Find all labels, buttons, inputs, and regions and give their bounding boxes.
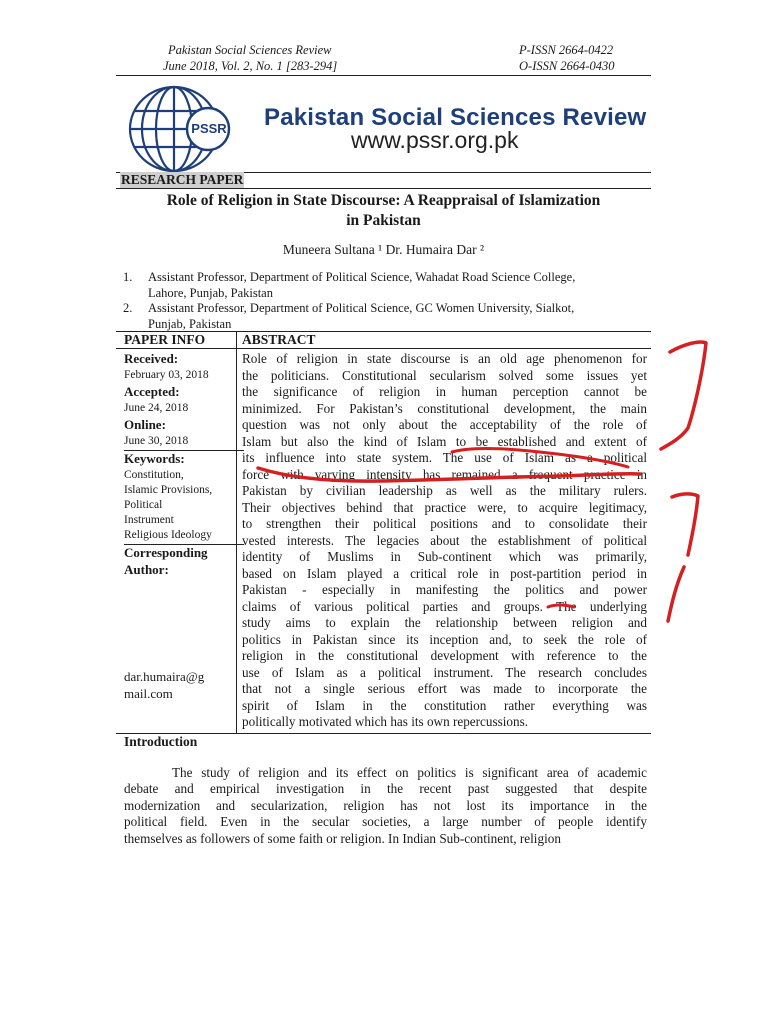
paper-title-line2: in Pakistan [346,212,421,229]
affiliation-1-num: 1. [123,270,133,284]
abstract-line: that not a single serious effort was made to incorporate the [242,681,647,696]
abstract-line: minimized. For Pakistan’s constitutional development, the main [242,400,647,416]
introduction-line: political field. Even in the secular societies, a large number of people identify [124,814,647,830]
affiliation-2-line2: Punjab, Pakistan [148,317,232,331]
introduction-line: modernization and secularization, religion has not lost its importance in the [124,797,647,813]
annotation-underline-1 [452,449,628,468]
abstract-line: its influence into state system. The use of Islam as a political [242,450,647,465]
abstract-line: claims of various political parties and groups. The underlying [242,598,647,614]
pissn: P-ISSN 2664-0422 [519,43,614,57]
received-date: February 03, 2018 [124,369,209,381]
keyword: Constitution, [124,469,184,481]
introduction-heading: Introduction [124,734,198,749]
abstract-line: religion in the constitutional development with reference to the [242,648,647,663]
introduction-line: debate and empirical investigation in the recent past suggested that despite [124,781,647,797]
keywords-label: Keywords: [124,451,185,466]
abstract-line: Their objectives behind that practice were, to acquire legitimacy, [242,499,647,515]
abstract-line: based on Islam played a critical role in post-partition period in [242,565,647,581]
corresponding-label: Corresponding [124,545,208,560]
email-line2: mail.com [124,686,173,701]
abstract-line: Islam but also the kind of Islam to be established and extent of [242,433,647,449]
online-date: June 30, 2018 [124,435,189,447]
affiliation-2-num: 2. [123,301,133,315]
author-label: Author: [124,562,169,577]
email-line1: dar.humaira@g [124,669,205,684]
abstract-line: Pakistan by civilian leadership as well as the military rulers. [242,483,647,498]
annotation-bracket-2 [672,494,698,555]
annotation-bracket-1 [661,342,706,449]
abstract-line: study aims to explain the relationship between religion and [242,615,647,630]
abstract-heading: ABSTRACT [242,332,316,347]
abstract-line: Pakistan - especially in manifesting the politics and power [242,582,647,597]
authors: Muneera Sultana ¹ Dr. Humaira Dar ² [282,242,485,257]
annotation-bracket-3 [668,567,684,621]
keyword: Islamic Provisions, [124,484,213,496]
annotation-underline-3 [548,605,574,607]
abstract-line: the politicians. Constitutional secularism solved some issues yet [242,367,647,383]
paper-title-line1: Role of Religion in State Discourse: A Reappraisal of Islamization [166,192,601,209]
online-label: Online: [124,417,166,432]
issue-info: June 2018, Vol. 2, No. 1 [283-294] [163,59,338,73]
abstract-line: politics in Pakistan since its inception and, to seek the role of [242,631,647,647]
introduction-line: themselves as followers of some faith or religion. In Indian Sub-continent, religion [124,830,561,846]
affiliation-1-line1: Assistant Professor, Department of Political Science, Wahadat Road Science College, [148,270,576,284]
abstract-line: the significance of religion in human perception cannot be [242,384,647,399]
introduction-line: The study of religion and its effect on politics is significant area of academic [172,765,647,780]
banner-title: Pakistan Social Sciences Review [264,104,647,131]
paper-type: RESEARCH PAPER [121,172,244,187]
abstract-line: identity of Muslims in Sub-continent which was primarily, [242,549,647,564]
affiliation-1-line2: Lahore, Punjab, Pakistan [148,286,273,300]
received-label: Received: [124,351,179,366]
keyword: Religious Ideology [124,529,212,541]
abstract-line: question was not only about the acceptability of the role of [242,417,647,432]
abstract-line: vested interests. The legacies about the establishment of political [242,532,647,548]
abstract-line: politically motivated which has its own repercussions. [242,714,529,729]
annotation-underline-2 [258,468,640,481]
journal-name: Pakistan Social Sciences Review [168,43,332,57]
keyword: Instrument [124,514,174,526]
logo-text: PSSR [191,121,227,136]
abstract-line: use of Islam as a political instrument. The research concludes [242,664,647,680]
abstract-line: to strengthen their political positions and to consolidate their [242,516,647,531]
paper-info-heading: PAPER INFO [124,332,206,347]
abstract-line: spirit of Islam in the constitution rather everything was [242,697,647,713]
abstract-line: Role of religion in state discourse is an old age phenomenon for [242,351,647,366]
accepted-date: June 24, 2018 [124,402,189,414]
banner-url: www.pssr.org.pk [351,127,519,153]
oissn: O-ISSN 2664-0430 [519,59,615,73]
accepted-label: Accepted: [124,384,180,399]
abstract-line: force with varying intensity has remained a frequent practice in [242,466,647,482]
affiliation-2-line1: Assistant Professor, Department of Political Science, GC Women University, Sialkot, [148,301,575,315]
keyword: Political [124,499,163,511]
